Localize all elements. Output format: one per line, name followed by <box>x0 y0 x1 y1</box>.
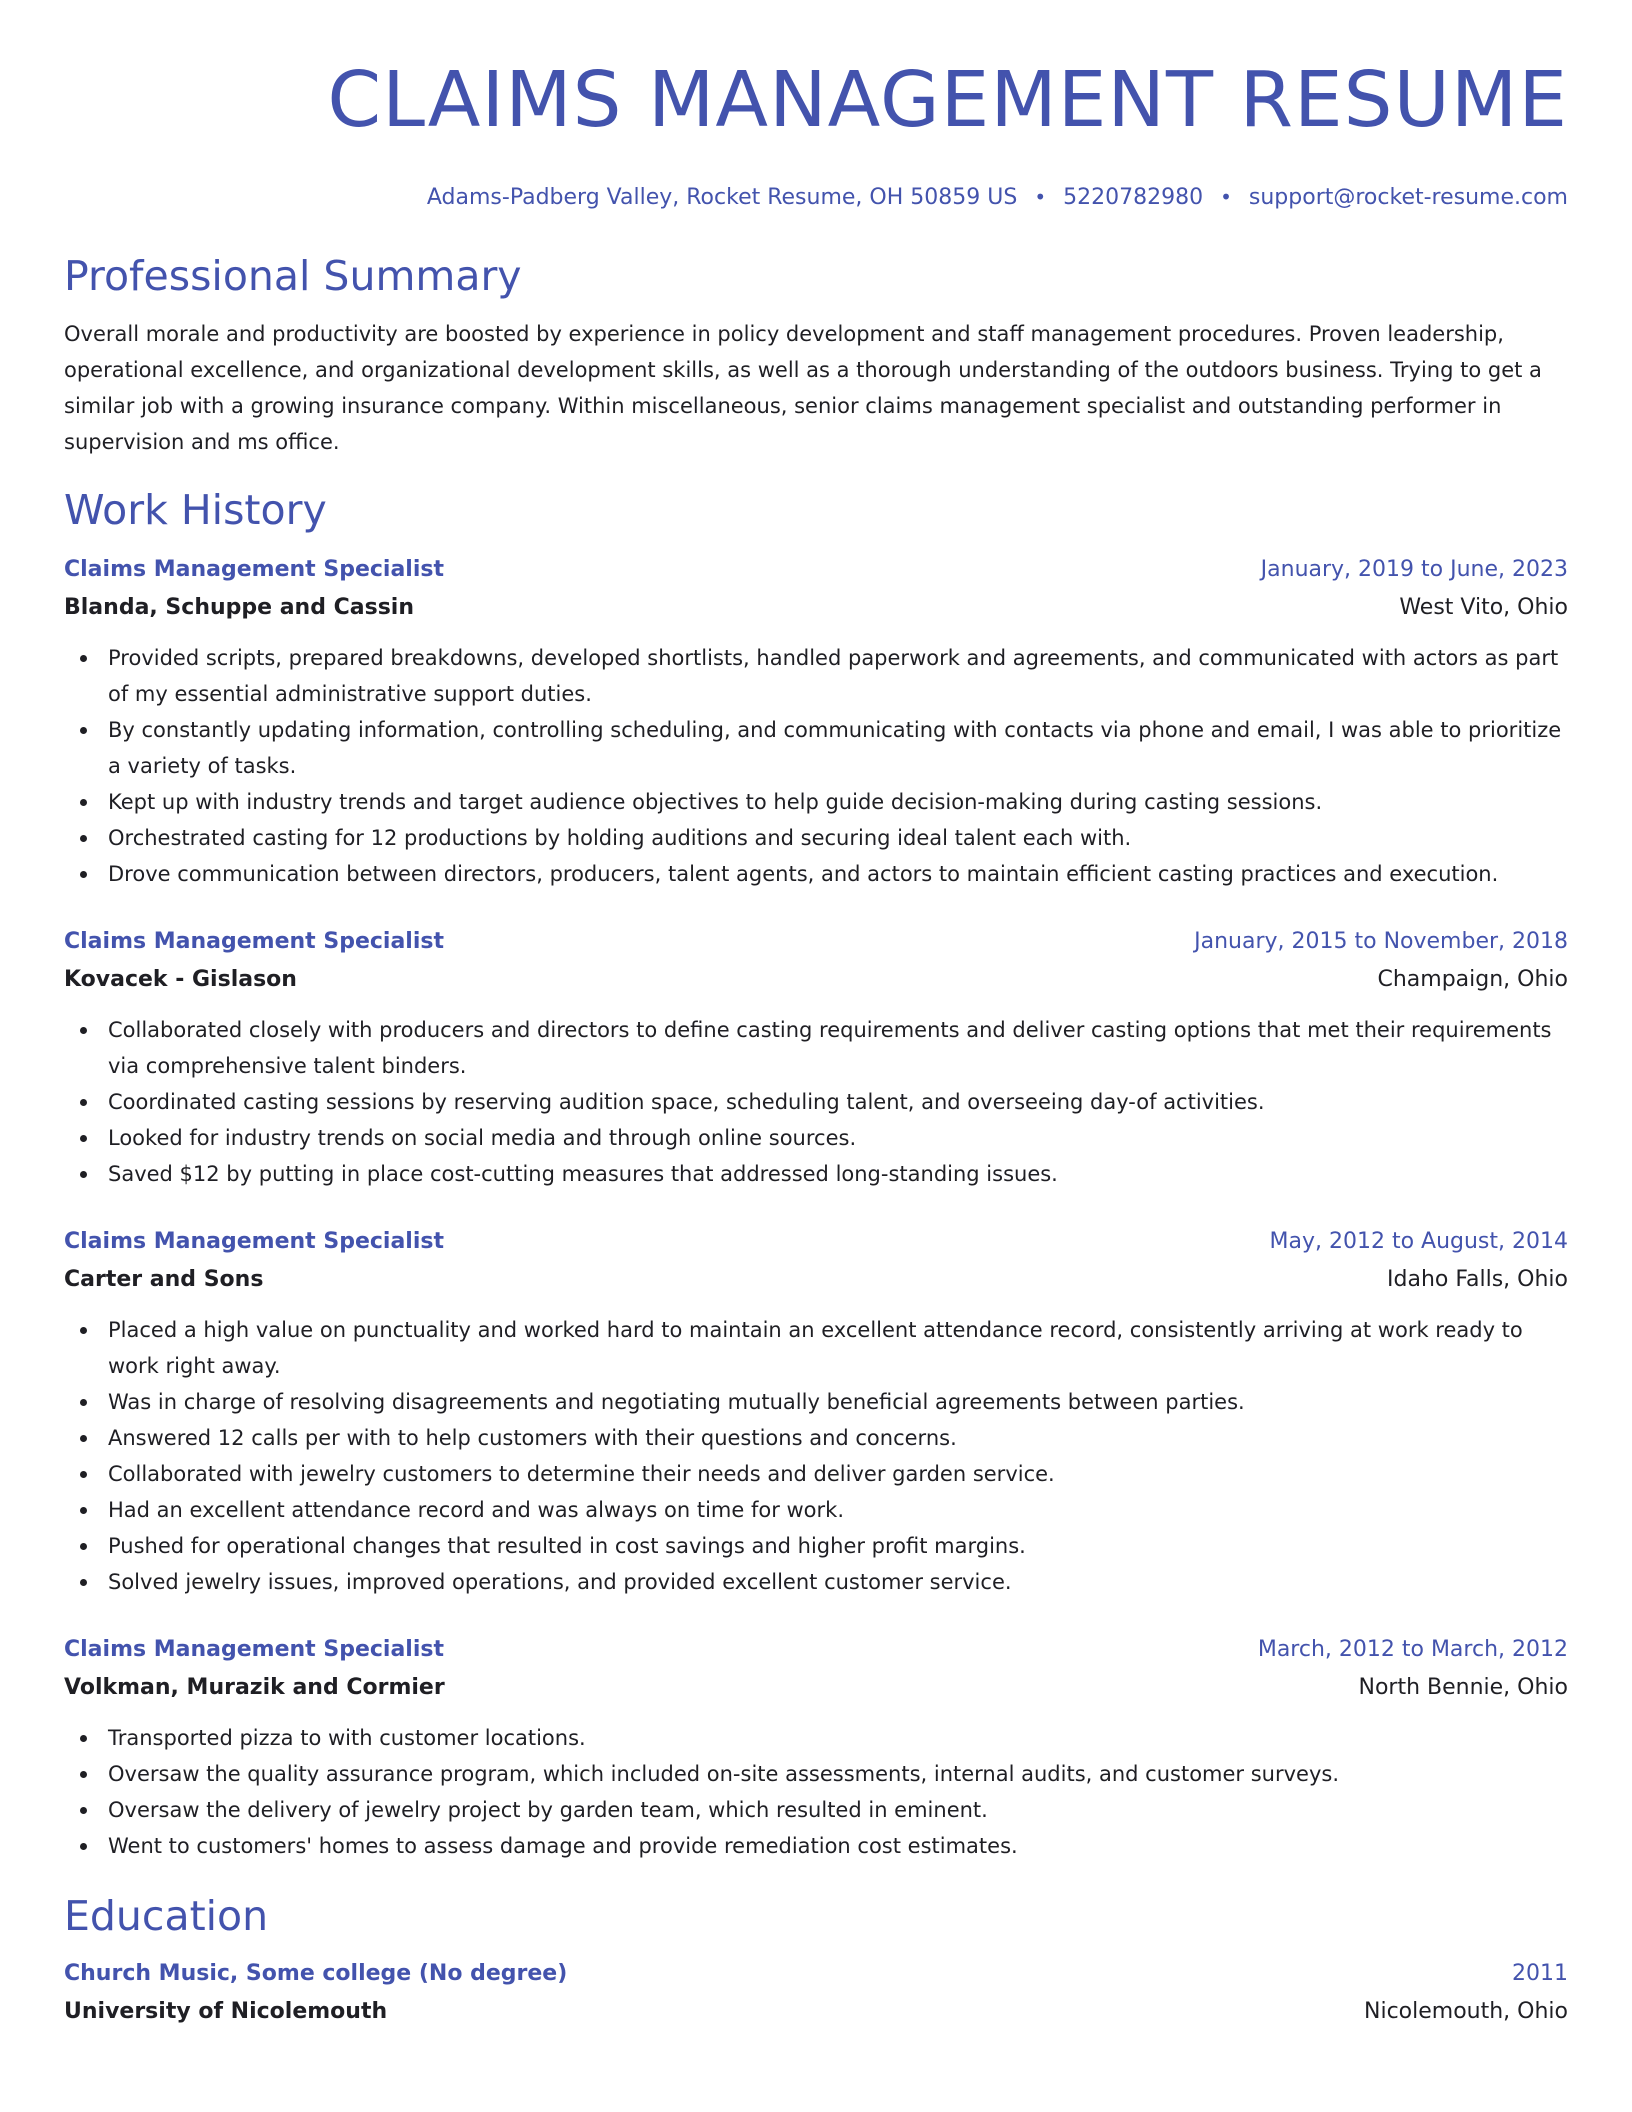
job-bullet-item <box>64 1384 1568 1420</box>
job-title: Claims Management Specialist <box>64 929 444 954</box>
summary-text: Overall morale and productivity are boosted by experience in policy development and staff management procedures. Proven leadership, operational excellence, and organizational development skills, as well as a thorough understanding of the outdoors business. Trying to get a similar job with a growing insurance company. Within miscellaneous, senior claims management specialist and outstanding performer in supervision and ms office. <box>64 322 1542 454</box>
bullet-dot-icon <box>80 1579 87 1586</box>
education-year: 2011 <box>1512 1961 1568 1986</box>
job-bullet-item <box>64 1120 1568 1156</box>
job-bullet-item <box>64 1720 1568 1756</box>
job-company: Carter and Sons <box>64 1267 264 1292</box>
job-bullets <box>64 1312 1568 1600</box>
job-bullet-text: Oversaw the quality assurance program, which included on-site assessments, internal audits, and customer surveys. <box>108 1762 1340 1786</box>
job-bullet-text: Orchestrated casting for 12 productions by holding auditions and securing ideal talent each with. <box>108 826 1132 850</box>
contact-phone: 5220782980 <box>1063 185 1204 210</box>
bullet-dot-icon <box>80 1843 87 1850</box>
job-bullet-item <box>64 820 1568 856</box>
job-bullet-text: Oversaw the delivery of jewelry project by garden team, which resulted in eminent. <box>108 1798 988 1822</box>
job-bullet-text: Provided scripts, prepared breakdowns, developed shortlists, handled paperwork and agreements, and communicated with actors as part of my essential administrative support duties. <box>108 646 1559 706</box>
job-bullet-text: Collaborated closely with producers and directors to define casting requirements and deliver casting options that met their requirements via comprehensive talent binders. <box>108 1018 1552 1078</box>
bullet-dot-icon <box>80 1435 87 1442</box>
job-bullet-text: Coordinated casting sessions by reserving audition space, scheduling talent, and overseeing day-of activities. <box>108 1090 1265 1114</box>
job-bullet-text: Looked for industry trends on social media and through online sources. <box>108 1126 857 1150</box>
job-bullet-text: Kept up with industry trends and target audience objectives to help guide decision-making during casting sessions. <box>108 790 1323 814</box>
contact-separator: • <box>1220 185 1232 209</box>
bullet-dot-icon <box>80 1735 87 1742</box>
bullet-dot-icon <box>80 1771 87 1778</box>
job-dates: March, 2012 to March, 2012 <box>1257 1637 1568 1662</box>
work-history-list <box>64 554 1568 1864</box>
bullet-dot-icon <box>80 871 87 878</box>
bullet-dot-icon <box>80 1507 87 1514</box>
job-location: Idaho Falls, Ohio <box>1387 1267 1568 1292</box>
job-bullet-text: Went to customers' homes to assess damage and provide remediation cost estimates. <box>108 1834 1018 1858</box>
job-bullet-text: Had an excellent attendance record and was always on time for work. <box>108 1498 845 1522</box>
job-bullet-text: Pushed for operational changes that resulted in cost savings and higher profit margins. <box>108 1534 1026 1558</box>
job-entry <box>64 554 1568 892</box>
job-bullet-item <box>64 1156 1568 1192</box>
job-bullet-item <box>64 1456 1568 1492</box>
job-bullet-text: Solved jewelry issues, improved operations, and provided excellent customer service. <box>108 1570 1012 1594</box>
job-bullet-text: Answered 12 calls per with to help customers with their questions and concerns. <box>108 1426 957 1450</box>
contact-email: support@rocket-resume.com <box>1248 185 1568 210</box>
job-header-row <box>64 554 1568 586</box>
job-bullet-item <box>64 1012 1568 1084</box>
job-dates: January, 2019 to June, 2023 <box>1260 557 1568 582</box>
job-bullet-item <box>64 1792 1568 1828</box>
section-heading-education: Education <box>64 1892 269 1940</box>
bullet-dot-icon <box>80 727 87 734</box>
education-degree: Church Music, Some college (No degree) <box>64 1961 568 1986</box>
job-bullets <box>64 1012 1568 1192</box>
job-company-row <box>64 1258 1568 1296</box>
job-company: Blanda, Schuppe and Cassin <box>64 595 415 620</box>
job-dates: January, 2015 to November, 2018 <box>1194 929 1568 954</box>
job-bullet-item <box>64 784 1568 820</box>
education-header-row <box>64 1958 1568 1990</box>
job-bullet-item <box>64 712 1568 784</box>
contact-line <box>64 185 1568 210</box>
job-company-row <box>64 958 1568 996</box>
job-location: North Bennie, Ohio <box>1358 1675 1568 1700</box>
bullet-dot-icon <box>80 1807 87 1814</box>
job-bullet-item <box>64 1828 1568 1864</box>
job-entry <box>64 1226 1568 1600</box>
education-school: University of Nicolemouth <box>64 1999 388 2024</box>
job-header-row <box>64 1226 1568 1258</box>
job-title: Claims Management Specialist <box>64 557 444 582</box>
job-company: Kovacek - Gislason <box>64 967 297 992</box>
bullet-dot-icon <box>80 799 87 806</box>
job-bullet-text: Was in charge of resolving disagreements and negotiating mutually beneficial agreements between parties. <box>108 1390 1245 1414</box>
job-bullet-text: Collaborated with jewelry customers to determine their needs and deliver garden service. <box>108 1462 1055 1486</box>
education-entry <box>64 1958 1568 2028</box>
job-company: Volkman, Murazik and Cormier <box>64 1675 445 1700</box>
job-bullet-item <box>64 1528 1568 1564</box>
bullet-dot-icon <box>80 655 87 662</box>
contact-separator: • <box>1034 185 1047 209</box>
job-entry <box>64 926 1568 1192</box>
job-dates: May, 2012 to August, 2014 <box>1269 1229 1568 1254</box>
job-bullet-item <box>64 640 1568 712</box>
job-bullet-item <box>64 856 1568 892</box>
section-heading-work-history: Work History <box>64 486 327 534</box>
job-bullet-text: Placed a high value on punctuality and worked hard to maintain an excellent attendance record, consistently arriving at work ready to work right away. <box>108 1318 1523 1378</box>
bullet-dot-icon <box>80 1327 87 1334</box>
job-bullet-item <box>64 1084 1568 1120</box>
job-bullets <box>64 1720 1568 1864</box>
job-bullet-item <box>64 1756 1568 1792</box>
job-bullet-item <box>64 1564 1568 1600</box>
bullet-dot-icon <box>80 1543 87 1550</box>
section-heading-summary: Professional Summary <box>64 252 522 300</box>
job-bullet-text: By constantly updating information, controlling scheduling, and communicating with contacts via phone and email, I was able to prioritize a variety of tasks. <box>108 718 1562 778</box>
education-school-row <box>64 1990 1568 2028</box>
job-bullet-item <box>64 1492 1568 1528</box>
bullet-dot-icon <box>80 1471 87 1478</box>
job-bullet-text: Saved $12 by putting in place cost-cutting measures that addressed long-standing issues. <box>108 1162 1058 1186</box>
job-bullet-item <box>64 1312 1568 1384</box>
job-title: Claims Management Specialist <box>64 1229 444 1254</box>
bullet-dot-icon <box>80 1099 87 1106</box>
contact-address: Adams-Padberg Valley, Rocket Resume, OH 50859 US <box>426 185 1018 210</box>
job-bullet-text: Drove communication between directors, producers, talent agents, and actors to maintain efficient casting practices and execution. <box>108 862 1499 886</box>
job-location: Champaign, Ohio <box>1377 967 1568 992</box>
job-bullet-text: Transported pizza to with customer locations. <box>108 1726 586 1750</box>
bullet-dot-icon <box>80 1027 87 1034</box>
job-title: Claims Management Specialist <box>64 1637 444 1662</box>
job-header-row <box>64 926 1568 958</box>
bullet-dot-icon <box>80 1135 87 1142</box>
bullet-dot-icon <box>80 1399 87 1406</box>
resume-title: CLAIMS MANAGEMENT RESUME <box>327 56 1568 145</box>
job-bullet-item <box>64 1420 1568 1456</box>
job-header-row <box>64 1634 1568 1666</box>
job-company-row <box>64 1666 1568 1704</box>
job-entry <box>64 1634 1568 1864</box>
bullet-dot-icon <box>80 835 87 842</box>
job-location: West Vito, Ohio <box>1399 595 1568 620</box>
bullet-dot-icon <box>80 1171 87 1178</box>
job-bullets <box>64 640 1568 892</box>
education-location: Nicolemouth, Ohio <box>1364 1999 1568 2024</box>
job-company-row <box>64 586 1568 624</box>
